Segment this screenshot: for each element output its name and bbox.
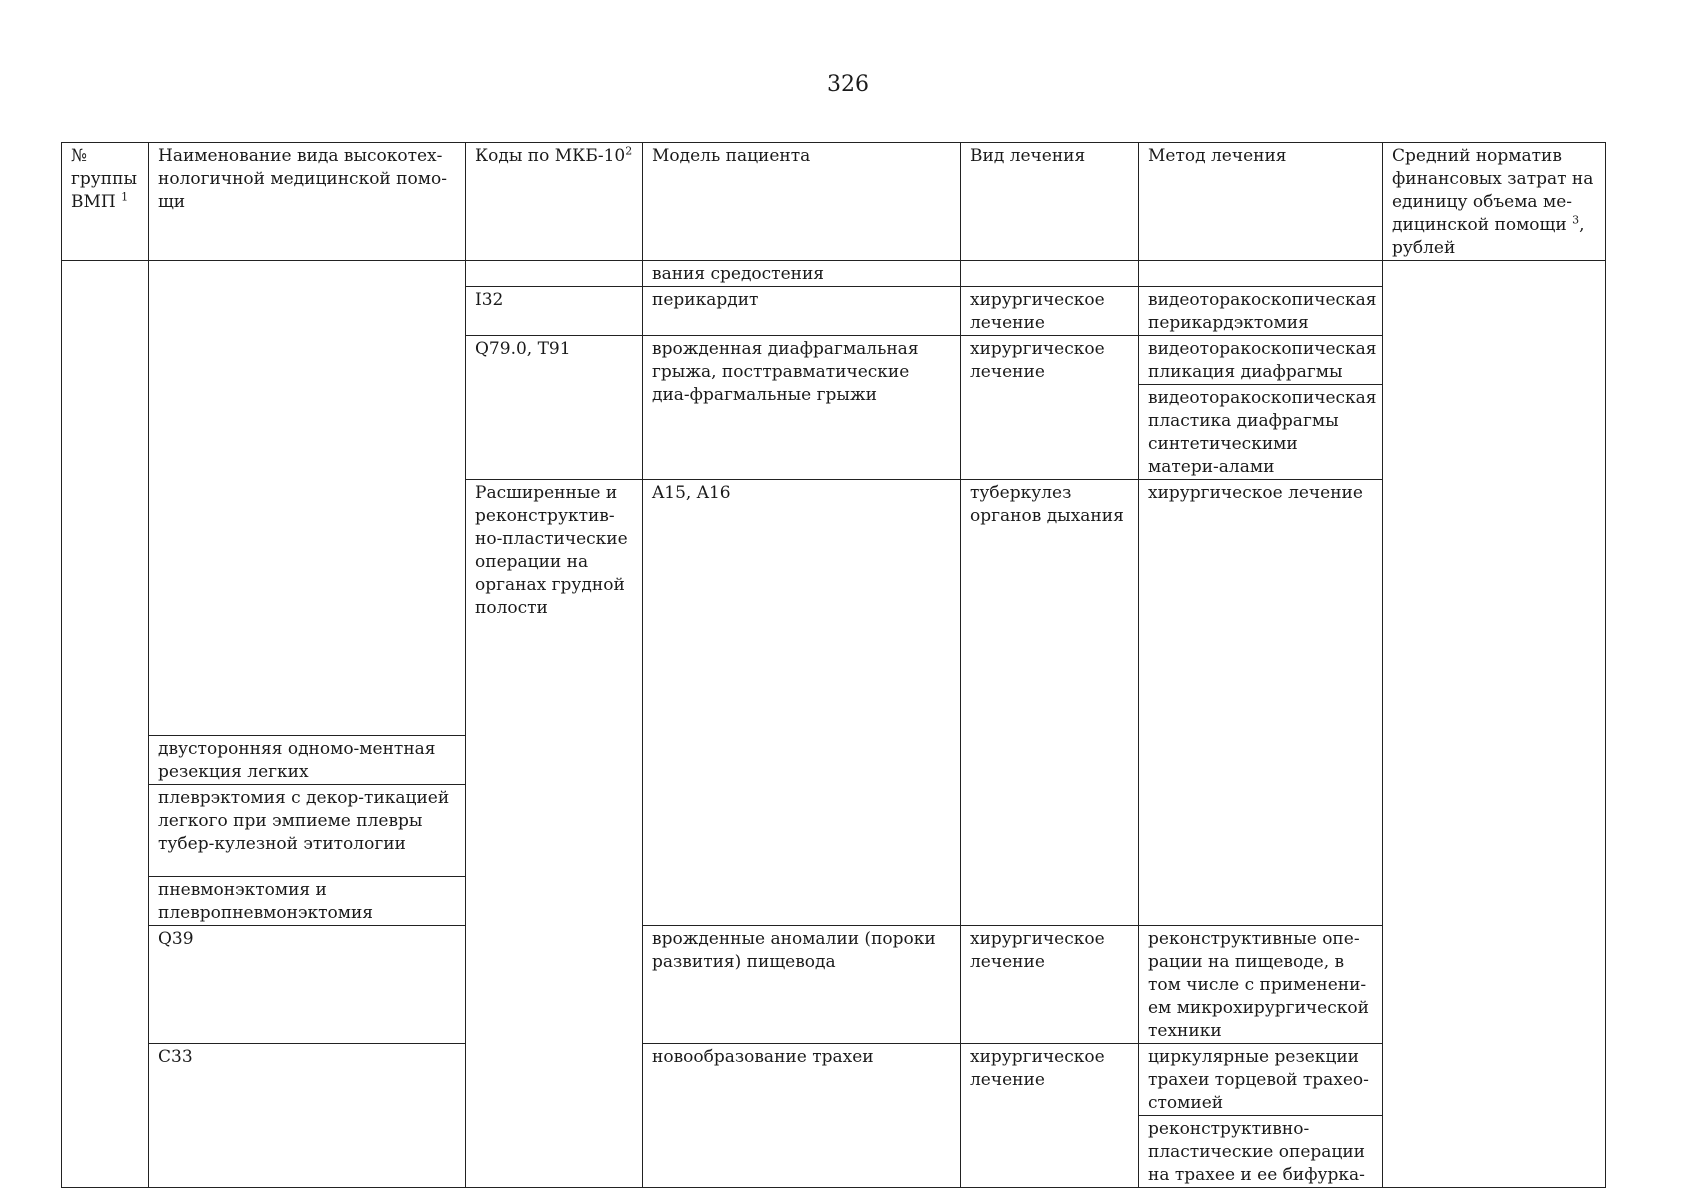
cell-method — [1139, 261, 1383, 287]
cell-cost — [1383, 261, 1606, 1188]
header-care-type: Наименование вида высокотех-нологичной медицинской помо-щи — [149, 143, 466, 261]
header-icd-codes: Коды по МКБ-$10^2$ — [466, 143, 643, 261]
cell-method: двусторонняя одномо-ментная резекция легких — [149, 736, 466, 785]
header-cost-standard: Средний норматив финансовых затрат на единицу объема ме-дицинской помощи $^3$, рублей — [1383, 143, 1606, 261]
cell-code: Q39 — [149, 926, 466, 1044]
cell-kind — [961, 261, 1139, 287]
cell-code: Q79.0, T91 — [466, 336, 643, 480]
cell-model: врожденная диафрагмальная грыжа, посттравматические диа-фрагмальные грыжи — [643, 336, 961, 480]
cell-method: видеоторакоскопическая перикардэктомия — [1139, 287, 1383, 336]
cell-model: новообразование трахеи — [643, 1044, 961, 1188]
header-patient-model: Модель пациента — [643, 143, 961, 261]
cell-kind: хирургическое лечение — [1139, 480, 1383, 926]
header-group-number: № группы ВМП $^1$ — [62, 143, 149, 261]
cell-method: реконструктивные опе-рации на пищеводе, в том числе с применени-ем микрохирургической техники — [1139, 926, 1383, 1044]
page-number: 326 — [827, 72, 869, 97]
table-row — [62, 926, 1606, 1044]
cell-method: видеоторакоскопическая пластика диафрагмы синтетическими матери-алами — [1139, 385, 1383, 480]
cell-kind: хирургическое лечение — [961, 1044, 1139, 1188]
cell-method: плеврэктомия с декор-тикацией легкого при эмпиеме плевры тубер-кулезной этитологии — [149, 785, 466, 877]
cell-method: реконструктивно-пластические операции на трахее и ее бифурка- — [1139, 1116, 1383, 1188]
cell-care-type: Расширенные и реконструктив-но-пластические операции на органах грудной полости — [466, 480, 643, 1188]
cell-method: видеоторакоскопическая пликация диафрагмы — [1139, 336, 1383, 385]
cell-code: I32 — [466, 287, 643, 336]
cell-code: C33 — [149, 1044, 466, 1188]
cell-code: A15, A16 — [643, 480, 961, 926]
cell-model: перикардит — [643, 287, 961, 336]
cell-method: циркулярные резекции трахеи торцевой трахео-стомией — [1139, 1044, 1383, 1116]
cell-group-number — [62, 261, 149, 1188]
table-row — [62, 1044, 1606, 1116]
cell-care-type-empty — [149, 261, 466, 736]
header-treatment-kind: Вид лечения — [961, 143, 1139, 261]
cell-kind: хирургическое лечение — [961, 336, 1139, 480]
table-row — [62, 261, 1606, 287]
cell-model: вания средостения — [643, 261, 961, 287]
cell-kind: хирургическое лечение — [961, 926, 1139, 1044]
vmp-table — [61, 142, 1606, 1188]
cell-kind: хирургическое лечение — [961, 287, 1139, 336]
cell-model: туберкулез органов дыхания — [961, 480, 1139, 926]
header-treatment-method: Метод лечения — [1139, 143, 1383, 261]
cell-code — [466, 261, 643, 287]
cell-method: пневмонэктомия и плевропневмонэктомия — [149, 877, 466, 926]
cell-model: врожденные аномалии (пороки развития) пищевода — [643, 926, 961, 1044]
table-header-row — [62, 143, 1606, 261]
